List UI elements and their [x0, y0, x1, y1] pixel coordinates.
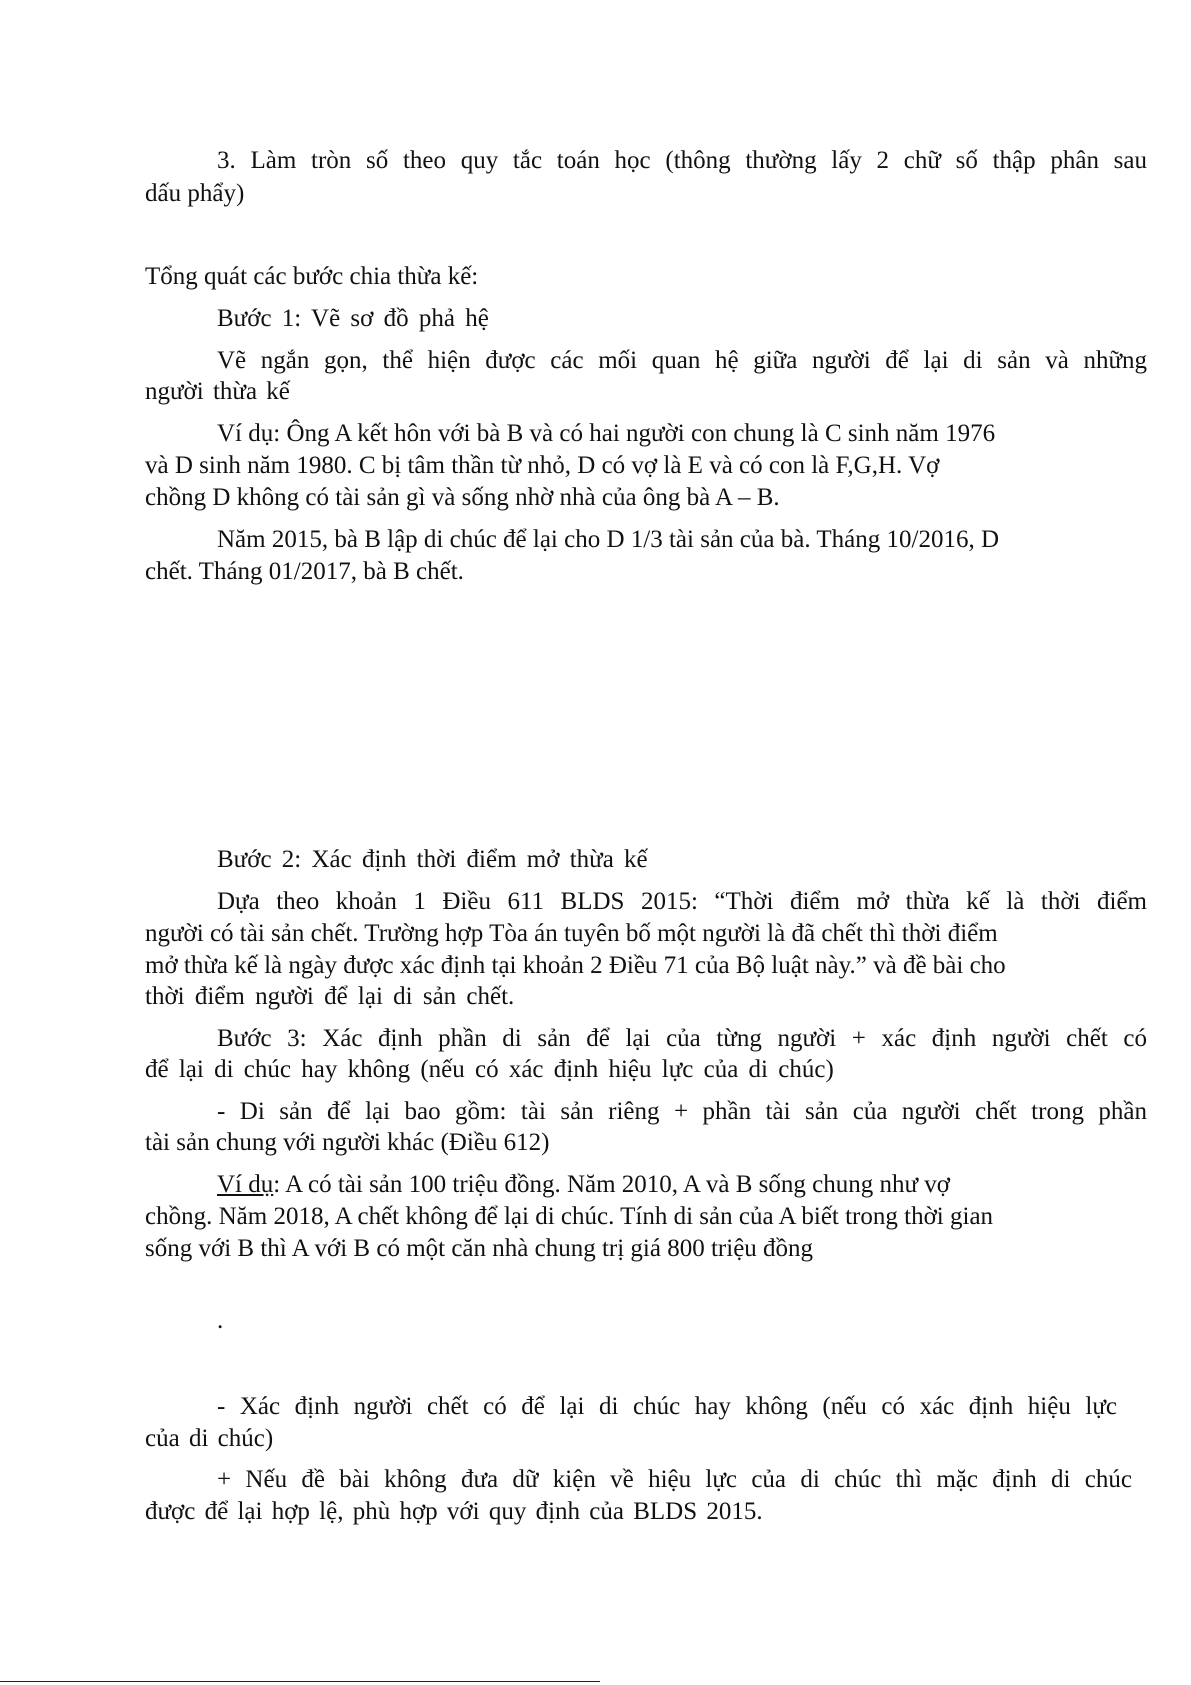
stray-dot: . [217, 1307, 224, 1334]
step2-line-1: Dựa theo khoản 1 Điều 611 BLDS 2015: “Thời điểm mở thừa kế là thời điểm [217, 888, 1147, 915]
step3-example-line-1 [217, 1170, 950, 1200]
step1-title: Bước 1: Vẽ sơ đồ phả hệ [217, 305, 489, 332]
step3-bullet3-line-2: được để lại hợp lệ, phù hợp với quy định của BLDS 2015. [145, 1498, 763, 1525]
step1-example-line-2: và D sinh năm 1980. C bị tâm thần từ nhỏ, D có vợ là E và có con là F,G,H. Vợ [145, 452, 940, 479]
page-bottom-rule [0, 1681, 600, 1682]
step1-example-line-1: Ví dụ: Ông A kết hôn với bà B và có hai người con chung là C sinh năm 1976 [217, 420, 996, 447]
step2-line-2: người có tài sản chết. Trường hợp Tòa án tuyên bố một người là đã chết thì thời điểm [145, 920, 998, 947]
example-label: Ví dụ [217, 1171, 274, 1198]
step1-desc-line-2: người thừa kế [145, 378, 290, 405]
example-line-1-rest: : A có tài sản 100 triệu đồng. Năm 2010, A và B sống chung như vợ [273, 1171, 950, 1198]
step3-bullet1-line-2: tài sản chung với người khác (Điều 612) [145, 1129, 550, 1156]
step1-example2-line-2: chết. Tháng 01/2017, bà B chết. [145, 558, 464, 585]
step3-bullet2-line-2: của di chúc) [145, 1425, 274, 1452]
step2-line-4: thời điểm người để lại di sản chết. [145, 983, 515, 1010]
step2-line-3: mở thừa kế là ngày được xác định tại khoản 2 Điều 71 của Bộ luật này.” và đề bài cho [145, 952, 1006, 979]
step1-desc-line-1: Vẽ ngắn gọn, thể hiện được các mối quan hệ giữa người để lại di sản và những [217, 347, 1147, 374]
step3-bullet3-line-1: + Nếu đề bài không đưa dữ kiện về hiệu lực của di chúc thì mặc định di chúc [217, 1466, 1132, 1493]
rounding-rule-line-1: 3. Làm tròn số theo quy tắc toán học (thông thường lấy 2 chữ số thập phân sau [217, 147, 1147, 174]
step1-example-line-3: chồng D không có tài sản gì và sống nhờ nhà của ông bà A – B. [145, 484, 780, 511]
step2-title: Bước 2: Xác định thời điểm mở thừa kế [217, 846, 648, 873]
step3-example-line-3: sống với B thì A với B có một căn nhà chung trị giá 800 triệu đồng [145, 1235, 814, 1262]
step1-example2-line-1: Năm 2015, bà B lập di chúc để lại cho D 1/3 tài sản của bà. Tháng 10/2016, D [217, 526, 999, 553]
rounding-rule-line-2: dấu phẩy) [145, 180, 245, 207]
step3-title-line-1: Bước 3: Xác định phần di sản để lại của từng người + xác định người chết có [217, 1025, 1147, 1052]
step3-title-line-2: để lại di chúc hay không (nếu có xác định hiệu lực của di chúc) [145, 1056, 834, 1083]
section-heading: Tổng quát các bước chia thừa kế: [145, 263, 479, 290]
step3-bullet1-line-1: - Di sản để lại bao gồm: tài sản riêng + phần tài sản của người chết trong phần [217, 1098, 1147, 1125]
step3-example-line-2: chồng. Năm 2018, A chết không để lại di chúc. Tính di sản của A biết trong thời gian [145, 1203, 994, 1230]
step3-bullet2-line-1: - Xác định người chết có để lại di chúc hay không (nếu có xác định hiệu lực [217, 1393, 1117, 1420]
